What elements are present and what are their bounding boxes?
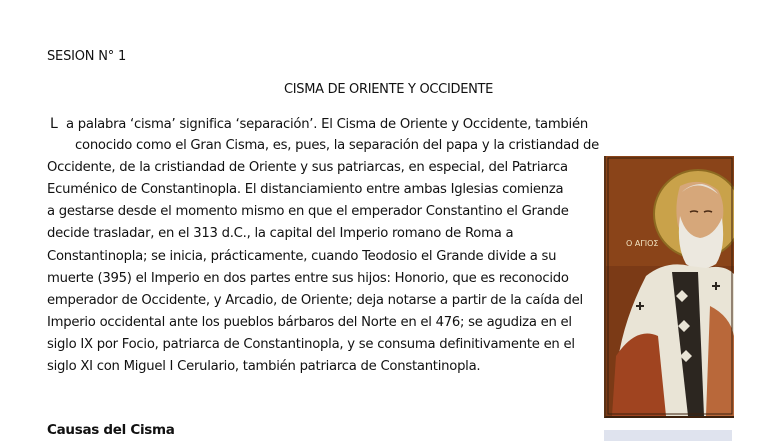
paragraph-line <box>47 157 592 179</box>
paragraph-line <box>47 135 599 157</box>
line-text: siglo XI con Miguel I Cerulario, también patriarca de Constantinopla. <box>47 359 481 375</box>
line-text: emperador de Occidente, y Arcadio, de Oriente; deja notarse a partir de la caída del <box>47 292 583 308</box>
paragraph-line <box>47 356 592 378</box>
paragraph-line <box>47 179 592 201</box>
line-text: conocido como el Gran Cisma, es, pues, la separación del papa y la cristiandad de <box>75 138 599 154</box>
line-text: siglo IX por Focio, patriarca de Constantinopla, y se consuma definitivamente en el <box>47 336 575 352</box>
main-paragraph <box>47 113 599 378</box>
paragraph-line <box>47 201 592 223</box>
line-text: a palabra ‘cisma’ significa ‘separación’. El Cisma de Oriente y Occidente, también <box>66 117 588 132</box>
paragraph-line <box>47 113 592 135</box>
document-title: CISMA DE ORIENTE Y OCCIDENTE <box>284 82 494 97</box>
paragraph-line <box>47 312 592 334</box>
paragraph-line <box>47 223 592 245</box>
line-text: decide trasladar, en el 313 d.C., la capital del Imperio romano de Roma a <box>47 226 514 242</box>
line-text: Occidente, de la cristiandad de Oriente y sus patriarcas, en especial, del Patriarca <box>47 160 568 176</box>
paragraph-line <box>47 290 592 312</box>
line-text: Ecuménico de Constantinopla. El distanciamiento entre ambas Iglesias comienza <box>47 182 564 198</box>
image-caption-box <box>604 430 732 441</box>
drop-cap: L <box>50 116 58 132</box>
paragraph-line <box>47 334 592 356</box>
paragraph-line <box>47 246 592 268</box>
session-heading: SESION N° 1 <box>47 49 127 64</box>
causes-subheading: Causas del Cisma <box>47 422 175 438</box>
line-text: a gestarse desde el momento mismo en que el emperador Constantino el Grande <box>47 204 569 220</box>
icon-inscription: Ο ΑΓΙΟΣ <box>626 239 659 248</box>
line-text: Imperio occidental ante los pueblos bárbaros del Norte en el 476; se agudiza en el <box>47 314 572 330</box>
saint-icon-illustration <box>606 156 734 416</box>
saint-icon-image <box>604 156 734 418</box>
line-text: Constantinopla; se inicia, prácticamente, cuando Teodosio el Grande divide a su <box>47 248 557 264</box>
line-text: muerte (395) el Imperio en dos partes entre sus hijos: Honorio, que es reconocido <box>47 270 569 286</box>
paragraph-line <box>47 268 592 290</box>
